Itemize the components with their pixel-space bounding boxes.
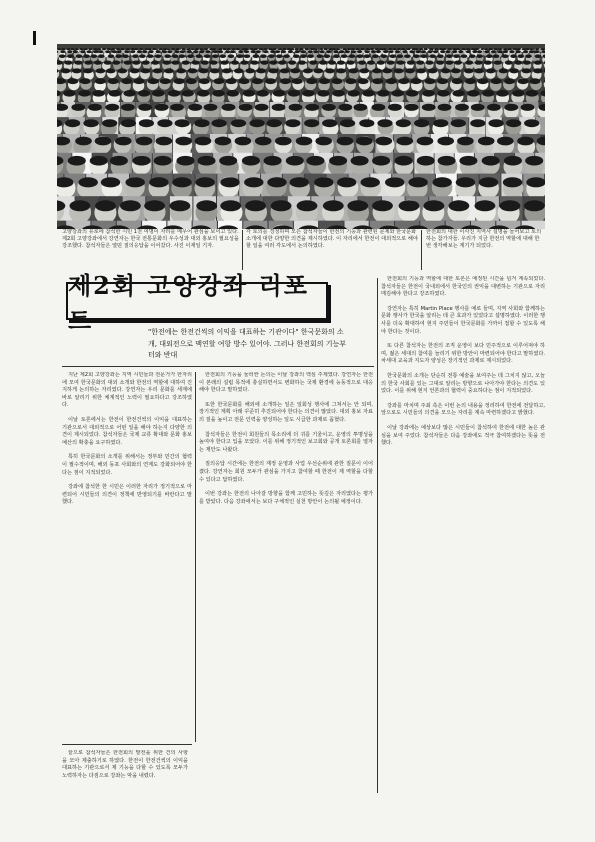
article-column-4 (62, 750, 188, 802)
paragraph: 강연자는 특히 Martin Place 행사를 예로 들며, 지역 사회와 함께하는 문화 행사가 한국을 알리는 데 큰 효과가 있었다고 설명하였다. 이러한 행사를 더욱 확대하여 현지 주민들이 한국문화를 가까이 접할 수 있도록 해야 한다는 것이다. (381, 305, 545, 335)
paragraph: 이번 강좌는 한전의 나아갈 방향을 함께 고민하는 뜻깊은 자리였다는 평가를 받았다. 다음 강좌에서는 보다 구체적인 실천 방안이 논의될 예정이다. (199, 491, 373, 505)
caption-divider (242, 230, 243, 270)
paragraph: 지난 제2회 고양강좌는 지역 시민들과 전문가가 한자리에 모여 한국문화의 대외 소개와 한전의 역할에 대하여 진지하게 논의하는 자리였다. 강연자는 우리 문화를 세계에 바로 알리기 위한 체계적인 노력이 필요하다고 강조하였다. (62, 372, 192, 409)
paragraph: 한국문화의 소개는 단순히 전통 예술을 보여주는 데 그치지 않고, 오늘의 한국 사회를 있는 그대로 알리는 방향으로 나아가야 한다는 의견도 있었다. 이를 위해 현지 언론과의 협력이 중요하다는 점이 지적되었다. (381, 372, 545, 395)
article-subhead: "한전에는 한전건씩의 이익을 대표하는 기관이다" 한국문화의 소개, 대외전으로 맥연할 여항 방수 있어야. 그러나 한전회의 기능부터와 반대 (148, 328, 347, 359)
column-divider (377, 278, 378, 793)
paragraph: 이날 토론에서는 한전이 한전건씩의 이익을 대표하는 기관으로서 대외적으로 어떤 일을 해야 하는지 다양한 의견이 제시되었다. 참석자들은 국제 교류 확대와 문화 홍보 예산의 확충을 요구하였다. (62, 416, 192, 446)
article-column-3 (381, 276, 545, 796)
photo-caption-left: 고양강좌의 유로에 참석한 시민 1천 여명이 자리를 메우어 관심을 보이고 있다. 제2회 고양강좌에서 강연자는 한국 전통문화의 우수성과 대외 홍보의 필요성을 강조했다. 참석자들은 열띤 질의응답을 이어갔다. 사진 이재일 기자. (62, 229, 239, 249)
audience-photo (57, 44, 545, 229)
article-column-2 (199, 372, 373, 792)
paragraph: 강좌에 참석한 한 시민은 이러한 자리가 정기적으로 마련되어 시민들의 의견이 정책에 반영되기를 바란다고 말했다. (62, 484, 192, 506)
photo-caption-middle: 각 토의를 경청하며 모든 참석자들이 한전의 기능과 관련된 문제와 한국문화 소개에 대한 다양한 의견을 제시하였다. 이 자리에서 한전이 대외적으로 해야할 일을 여러 각도에서 논의하였다. (246, 229, 418, 249)
column-divider (195, 372, 196, 742)
paragraph: 질의응답 시간에는 한전의 재정 운영과 사업 우선순위에 관한 질문이 이어졌다. 강연자는 회원 모두가 관심을 가지고 참여할 때 한전이 제 역할을 다할 수 있다고 답하였다. (199, 461, 373, 483)
section-rule (62, 366, 374, 367)
photo-caption-right: 한전회의 대한 이사진 지역사 설명을 들어보고 토의하는 참가자들. 우리가 지금 한전의 역할에 대해 한번 생각해보는 계기가 되었다. (426, 229, 542, 249)
article-title-box (66, 271, 328, 335)
article-title: 제2회 고양강좌 리포트 (68, 271, 309, 335)
paragraph: 한전회의 기능과 역할에 대한 토론은 예정된 시간을 넘겨 계속되었다. 참석자들은 한전이 국내외에서 한국인의 권익을 대변하는 기관으로 자리매김해야 한다고 강조하였다. (381, 276, 545, 298)
paragraph: 또한 한국문화를 해외에 소개하는 일은 일회성 행사에 그쳐서는 안 되며, 장기적인 계획 아래 꾸준히 추진되어야 한다는 의견이 많았다. 대외 홍보 자료의 질을 높이고 전문 인력을 양성하는 일도 시급한 과제로 꼽혔다. (199, 401, 373, 423)
section-rule (62, 744, 192, 745)
paragraph: 끝으로 참석자들은 한전회의 발전을 위한 건의 사항을 모아 제출하기로 하였다. 한전이 한전건씩의 이익을 대표하는 기관으로서 제 기능을 다할 수 있도록 모두가 노력하자는 다짐으로 강좌는 막을 내렸다. (62, 750, 188, 779)
paragraph: 강좌를 마치며 주최 측은 이번 논의 내용을 정리하여 한전에 전달하고, 앞으로도 시민들의 의견을 모으는 자리를 계속 마련하겠다고 밝혔다. (381, 402, 545, 417)
paragraph: 이날 강좌에는 예상보다 많은 시민들이 참석하여 한전에 대한 높은 관심을 보여 주었다. 참석자들은 다음 강좌에도 적극 참여하겠다는 뜻을 전했다. (381, 424, 545, 447)
caption-divider (421, 230, 422, 270)
paragraph: 참석자들은 한전이 회원들의 목소리에 더 귀를 기울이고, 운영의 투명성을 높여야 한다고 입을 모았다. 이를 위해 정기적인 보고회와 공개 토론회를 열자는 제안도 나왔다. (199, 431, 373, 453)
paragraph: 한전회의 기능을 둘러싼 논의는 이날 강좌의 핵심 주제였다. 강연자는 한전이 본래의 설립 목적에 충실하면서도 변화하는 국제 환경에 능동적으로 대응해야 한다고 말하였다. (199, 372, 373, 394)
article-column-1 (62, 372, 192, 740)
paragraph: 또 다른 참석자는 한전의 조직 운영이 보다 민주적으로 이루어져야 하며, 젊은 세대의 참여를 늘리기 위한 방안이 마련되어야 한다고 말하였다. 차세대 교육과 지도자 양성은 장기적인 과제로 제시되었다. (381, 343, 545, 365)
paragraph: 특히 한국문화의 소개를 위해서는 정부와 민간의 협력이 필수적이며, 해외 동포 사회와의 연계도 강화되어야 한다는 점이 지적되었다. (62, 454, 192, 476)
margin-mark (33, 31, 36, 45)
audience-photo-image (57, 44, 545, 229)
